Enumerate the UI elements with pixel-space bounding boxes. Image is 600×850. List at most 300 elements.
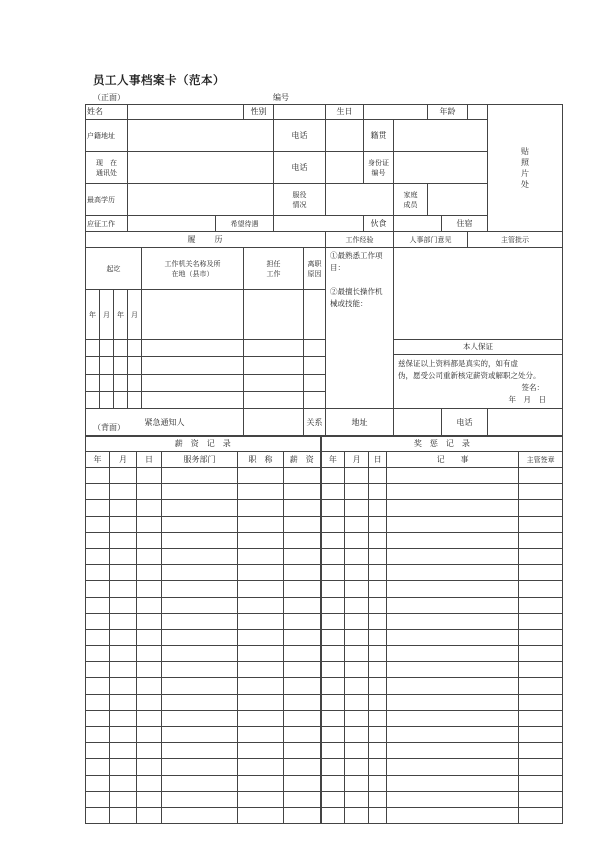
salary-record-cell[interactable] xyxy=(110,743,137,759)
salary-record-cell[interactable] xyxy=(137,807,162,823)
history-cell[interactable] xyxy=(304,391,326,408)
salary-record-cell[interactable] xyxy=(238,646,284,662)
front-side-label: （正面） xyxy=(93,93,125,102)
history-cell[interactable] xyxy=(86,374,100,391)
salary-record-cell[interactable] xyxy=(137,516,162,532)
salary-record-cell[interactable] xyxy=(137,727,162,743)
salary-record-cell[interactable] xyxy=(110,613,137,629)
reward-record-cell[interactable] xyxy=(519,516,563,532)
reward-record-cell[interactable] xyxy=(369,743,387,759)
reward-record-cell[interactable] xyxy=(345,548,369,564)
hukou-address-field[interactable] xyxy=(128,120,274,152)
salary-record-cell[interactable] xyxy=(284,597,321,613)
family-field[interactable] xyxy=(428,184,488,216)
phone-label-1: 电话 xyxy=(274,120,326,152)
salary-record-cell[interactable] xyxy=(137,484,162,500)
salary-record-cell[interactable] xyxy=(162,629,238,645)
reward-record-cell[interactable] xyxy=(345,807,369,823)
reward-record-cell[interactable] xyxy=(345,710,369,726)
reward-record-cell[interactable] xyxy=(387,629,519,645)
salary-record-cell[interactable] xyxy=(86,662,110,678)
history-cell[interactable] xyxy=(142,357,244,374)
salary-record-cell[interactable] xyxy=(238,694,284,710)
reward-record-cell[interactable] xyxy=(369,775,387,791)
salary-record-cell[interactable] xyxy=(162,678,238,694)
reward-record-cell[interactable] xyxy=(519,468,563,484)
record-row xyxy=(86,565,563,581)
phone-field-1[interactable] xyxy=(326,120,364,152)
reward-record-cell[interactable] xyxy=(345,532,369,548)
salary-record-cell[interactable] xyxy=(137,581,162,597)
reward-record-cell[interactable] xyxy=(345,791,369,807)
meals-field[interactable] xyxy=(394,216,442,232)
salary-record-cell[interactable] xyxy=(137,710,162,726)
reward-record-cell[interactable] xyxy=(321,646,345,662)
reward-record-cell[interactable] xyxy=(369,646,387,662)
salary-record-cell[interactable] xyxy=(86,775,110,791)
salary-record-cell[interactable] xyxy=(284,791,321,807)
salary-record-cell[interactable] xyxy=(284,548,321,564)
reward-record-cell[interactable] xyxy=(387,613,519,629)
reward-record-cell[interactable] xyxy=(387,581,519,597)
reward-record-cell[interactable] xyxy=(387,532,519,548)
salary-record-cell[interactable] xyxy=(238,548,284,564)
salary-record-cell[interactable] xyxy=(238,791,284,807)
salary-record-cell[interactable] xyxy=(110,727,137,743)
reward-record-cell[interactable] xyxy=(519,743,563,759)
salary-record-cell[interactable] xyxy=(162,500,238,516)
salary-record-cell[interactable] xyxy=(162,484,238,500)
salary-record-cell[interactable] xyxy=(110,678,137,694)
salary-record-cell[interactable] xyxy=(137,662,162,678)
reward-record-cell[interactable] xyxy=(519,500,563,516)
leave-cell[interactable] xyxy=(304,290,326,340)
salary-record-cell[interactable] xyxy=(238,727,284,743)
reward-record-cell[interactable] xyxy=(387,565,519,581)
salary-record-cell[interactable] xyxy=(110,548,137,564)
salary-record-cell[interactable] xyxy=(110,484,137,500)
reward-record-cell[interactable] xyxy=(321,548,345,564)
reward-record-cell[interactable] xyxy=(321,743,345,759)
reward-record-cell[interactable] xyxy=(345,662,369,678)
salary-record-cell[interactable] xyxy=(284,710,321,726)
salary-record-cell[interactable] xyxy=(86,743,110,759)
salary-record-cell[interactable] xyxy=(284,516,321,532)
salary-record-cell[interactable] xyxy=(110,662,137,678)
address-field[interactable] xyxy=(394,409,442,437)
reward-record-cell[interactable] xyxy=(345,613,369,629)
reward-record-cell[interactable] xyxy=(387,500,519,516)
salary-record-cell[interactable] xyxy=(86,532,110,548)
salary-record-cell[interactable] xyxy=(86,516,110,532)
hr-supervisor-area[interactable] xyxy=(394,248,563,340)
age-field[interactable] xyxy=(468,105,488,120)
salary-record-cell[interactable] xyxy=(137,613,162,629)
salary-record-cell[interactable] xyxy=(238,775,284,791)
salary-record-cell[interactable] xyxy=(162,468,238,484)
salary-record-cell[interactable] xyxy=(284,532,321,548)
history-cell[interactable] xyxy=(114,340,128,357)
salary-record-cell[interactable] xyxy=(238,759,284,775)
reward-record-cell[interactable] xyxy=(387,791,519,807)
leave-reason-header: 离职原因 xyxy=(304,248,326,290)
salary-record-cell[interactable] xyxy=(86,678,110,694)
reward-record-cell[interactable] xyxy=(321,807,345,823)
reward-record-cell[interactable] xyxy=(519,678,563,694)
reward-record-cell[interactable] xyxy=(321,500,345,516)
salary-record-cell[interactable] xyxy=(86,807,110,823)
reward-record-cell[interactable] xyxy=(345,743,369,759)
history-cell[interactable] xyxy=(142,374,244,391)
reward-record-cell[interactable] xyxy=(345,484,369,500)
salary-record-cell[interactable] xyxy=(110,532,137,548)
history-cell[interactable] xyxy=(100,391,114,408)
reward-record-cell[interactable] xyxy=(345,775,369,791)
salary-record-cell[interactable] xyxy=(110,629,137,645)
salary-record-cell[interactable] xyxy=(162,791,238,807)
reward-record-cell[interactable] xyxy=(345,565,369,581)
history-cell[interactable] xyxy=(142,340,244,357)
reward-record-cell[interactable] xyxy=(345,597,369,613)
salary-record-cell[interactable] xyxy=(284,743,321,759)
reward-record-cell[interactable] xyxy=(321,629,345,645)
reward-record-cell[interactable] xyxy=(321,662,345,678)
reward-record-cell[interactable] xyxy=(519,791,563,807)
reward-record-cell[interactable] xyxy=(369,484,387,500)
reward-record-cell[interactable] xyxy=(387,694,519,710)
history-cell[interactable] xyxy=(244,340,304,357)
salary-record-cell[interactable] xyxy=(137,775,162,791)
salary-record-cell[interactable] xyxy=(284,727,321,743)
salary-record-cell[interactable] xyxy=(137,678,162,694)
reward-record-cell[interactable] xyxy=(321,468,345,484)
reward-record-cell[interactable] xyxy=(519,646,563,662)
current-address-field[interactable] xyxy=(128,152,274,184)
reward-record-cell[interactable] xyxy=(387,743,519,759)
salary-record-cell[interactable] xyxy=(284,775,321,791)
reward-record-cell[interactable] xyxy=(369,694,387,710)
reward-record-cell[interactable] xyxy=(519,484,563,500)
salary-record-cell[interactable] xyxy=(284,694,321,710)
reward-record-cell[interactable] xyxy=(519,694,563,710)
salary-record-cell[interactable] xyxy=(162,775,238,791)
salary-record-cell[interactable] xyxy=(86,710,110,726)
reward-record-cell[interactable] xyxy=(519,629,563,645)
history-cell[interactable] xyxy=(142,391,244,408)
history-cell[interactable] xyxy=(100,357,114,374)
salary-record-cell[interactable] xyxy=(162,613,238,629)
salary-record-cell[interactable] xyxy=(284,629,321,645)
reward-record-cell[interactable] xyxy=(321,694,345,710)
reward-record-cell[interactable] xyxy=(519,581,563,597)
salary-record-cell[interactable] xyxy=(284,468,321,484)
salary-record-cell[interactable] xyxy=(137,548,162,564)
reward-record-cell[interactable] xyxy=(321,775,345,791)
salary-record-cell[interactable] xyxy=(110,694,137,710)
reward-record-cell[interactable] xyxy=(369,791,387,807)
salary-record-cell[interactable] xyxy=(86,597,110,613)
salary-record-cell[interactable] xyxy=(137,565,162,581)
reward-record-cell[interactable] xyxy=(321,565,345,581)
reward-record-cell[interactable] xyxy=(369,629,387,645)
salary-record-cell[interactable] xyxy=(162,710,238,726)
salary-record-cell[interactable] xyxy=(284,807,321,823)
salary-record-cell[interactable] xyxy=(238,613,284,629)
salary-record-cell[interactable] xyxy=(162,743,238,759)
reward-record-cell[interactable] xyxy=(387,468,519,484)
reward-record-cell[interactable] xyxy=(345,581,369,597)
reward-record-cell[interactable] xyxy=(387,710,519,726)
salary-record-cell[interactable] xyxy=(162,662,238,678)
salary-record-cell[interactable] xyxy=(110,468,137,484)
reward-record-cell[interactable] xyxy=(369,532,387,548)
reward-record-cell[interactable] xyxy=(387,516,519,532)
reward-record-cell[interactable] xyxy=(387,646,519,662)
salary-record-cell[interactable] xyxy=(284,581,321,597)
salary-record-cell[interactable] xyxy=(238,678,284,694)
salary-record-cell[interactable] xyxy=(110,775,137,791)
salary-record-cell[interactable] xyxy=(238,532,284,548)
salary-record-cell[interactable] xyxy=(284,484,321,500)
salary-record-cell[interactable] xyxy=(86,646,110,662)
job-cell[interactable] xyxy=(244,290,304,340)
history-cell[interactable] xyxy=(100,374,114,391)
salary-record-cell[interactable] xyxy=(284,662,321,678)
record-row xyxy=(86,662,563,678)
reward-record-cell[interactable] xyxy=(519,532,563,548)
reward-record-cell[interactable] xyxy=(369,500,387,516)
salary-record-cell[interactable] xyxy=(110,597,137,613)
reward-record-cell[interactable] xyxy=(519,662,563,678)
reward-record-cell[interactable] xyxy=(345,468,369,484)
reward-record-cell[interactable] xyxy=(387,727,519,743)
salary-record-cell[interactable] xyxy=(137,743,162,759)
reward-record-cell[interactable] xyxy=(369,581,387,597)
salary-record-cell[interactable] xyxy=(162,565,238,581)
salary-record-cell[interactable] xyxy=(162,516,238,532)
reward-record-cell[interactable] xyxy=(387,759,519,775)
reward-record-cell[interactable] xyxy=(369,662,387,678)
salary-record-cell[interactable] xyxy=(284,565,321,581)
reward-record-cell[interactable] xyxy=(369,468,387,484)
reward-record-cell[interactable] xyxy=(369,727,387,743)
month-col-1: 月 xyxy=(100,290,114,340)
history-cell[interactable] xyxy=(128,391,142,408)
reward-record-cell[interactable] xyxy=(387,662,519,678)
reward-record-cell[interactable] xyxy=(321,759,345,775)
salary-record-cell[interactable] xyxy=(238,743,284,759)
reward-record-cell[interactable] xyxy=(387,678,519,694)
history-cell[interactable] xyxy=(114,391,128,408)
salary-record-cell[interactable] xyxy=(110,791,137,807)
name-field[interactable] xyxy=(128,105,244,120)
reward-record-cell[interactable] xyxy=(387,807,519,823)
reward-record-cell[interactable] xyxy=(369,516,387,532)
salary-record-cell[interactable] xyxy=(238,597,284,613)
salary-record-cell[interactable] xyxy=(110,500,137,516)
salary-record-cell[interactable] xyxy=(86,791,110,807)
reward-record-cell[interactable] xyxy=(321,484,345,500)
reward-record-cell[interactable] xyxy=(321,613,345,629)
reward-record-cell[interactable] xyxy=(519,727,563,743)
salary-record-cell[interactable] xyxy=(86,468,110,484)
reward-record-cell[interactable] xyxy=(519,565,563,581)
reward-record-cell[interactable] xyxy=(387,484,519,500)
reward-record-cell[interactable] xyxy=(387,775,519,791)
salary-record-cell[interactable] xyxy=(238,807,284,823)
salary-record-cell[interactable] xyxy=(137,646,162,662)
salary-record-cell[interactable] xyxy=(110,710,137,726)
salary-record-cell[interactable] xyxy=(137,500,162,516)
salary-record-cell[interactable] xyxy=(137,532,162,548)
reward-record-cell[interactable] xyxy=(345,727,369,743)
salary-record-cell[interactable] xyxy=(86,565,110,581)
history-cell[interactable] xyxy=(244,357,304,374)
id-number-field[interactable] xyxy=(394,152,488,184)
reward-record-cell[interactable] xyxy=(369,759,387,775)
reward-record-cell[interactable] xyxy=(321,581,345,597)
history-cell[interactable] xyxy=(114,374,128,391)
reward-record-cell[interactable] xyxy=(519,775,563,791)
history-cell[interactable] xyxy=(128,357,142,374)
birthday-field[interactable] xyxy=(364,105,428,120)
hr-opinion-header: 人事部门意见 xyxy=(394,232,468,248)
salary-record-cell[interactable] xyxy=(238,629,284,645)
salary-record-cell[interactable] xyxy=(238,565,284,581)
salary-record-cell[interactable] xyxy=(162,581,238,597)
applied-job-field[interactable] xyxy=(128,216,216,232)
reward-record-cell[interactable] xyxy=(519,759,563,775)
salary-record-cell[interactable] xyxy=(86,500,110,516)
salary-record-cell[interactable] xyxy=(110,759,137,775)
history-cell[interactable] xyxy=(86,391,100,408)
reward-record-cell[interactable] xyxy=(519,548,563,564)
salary-record-cell[interactable] xyxy=(86,581,110,597)
reward-record-cell[interactable] xyxy=(387,597,519,613)
salary-record-cell[interactable] xyxy=(238,710,284,726)
salary-record-cell[interactable] xyxy=(162,532,238,548)
salary-record-cell[interactable] xyxy=(238,468,284,484)
salary-record-cell[interactable] xyxy=(110,807,137,823)
reward-record-cell[interactable] xyxy=(321,532,345,548)
salary-record-cell[interactable] xyxy=(137,629,162,645)
salary-record-cell[interactable] xyxy=(284,500,321,516)
history-cell[interactable] xyxy=(244,391,304,408)
history-cell[interactable] xyxy=(304,340,326,357)
reward-record-cell[interactable] xyxy=(321,791,345,807)
salary-record-cell[interactable] xyxy=(162,759,238,775)
gender-field[interactable] xyxy=(274,105,326,120)
reward-record-cell[interactable] xyxy=(345,629,369,645)
salary-record-cell[interactable] xyxy=(284,613,321,629)
salary-record-cell[interactable] xyxy=(86,727,110,743)
reward-record-cell[interactable] xyxy=(321,727,345,743)
salary-record-cell[interactable] xyxy=(284,759,321,775)
salary-record-cell[interactable] xyxy=(137,694,162,710)
salary-record-cell[interactable] xyxy=(238,484,284,500)
history-cell[interactable] xyxy=(86,340,100,357)
reward-record-cell[interactable] xyxy=(369,613,387,629)
history-cell[interactable] xyxy=(128,340,142,357)
salary-record-cell[interactable] xyxy=(238,516,284,532)
reward-record-cell[interactable] xyxy=(369,565,387,581)
reward-record-cell[interactable] xyxy=(321,710,345,726)
education-field[interactable] xyxy=(128,184,274,216)
history-cell[interactable] xyxy=(86,357,100,374)
reward-record-cell[interactable] xyxy=(387,548,519,564)
salary-record-cell[interactable] xyxy=(238,500,284,516)
reward-record-cell[interactable] xyxy=(519,710,563,726)
reward-record-cell[interactable] xyxy=(519,613,563,629)
emergency-phone-field[interactable] xyxy=(488,409,563,437)
org-cell[interactable] xyxy=(142,290,244,340)
salary-record-cell[interactable] xyxy=(162,807,238,823)
salary-record-cell[interactable] xyxy=(162,548,238,564)
salary-record-cell[interactable] xyxy=(86,759,110,775)
salary-record-cell[interactable] xyxy=(110,565,137,581)
salary-record-cell[interactable] xyxy=(238,581,284,597)
reward-record-cell[interactable] xyxy=(519,597,563,613)
reward-record-cell[interactable] xyxy=(345,694,369,710)
salary-record-cell[interactable] xyxy=(284,646,321,662)
salary-record-cell[interactable] xyxy=(162,727,238,743)
salary-record-cell[interactable] xyxy=(86,613,110,629)
reward-record-cell[interactable] xyxy=(321,678,345,694)
native-field[interactable] xyxy=(394,120,488,152)
salary-record-cell[interactable] xyxy=(110,581,137,597)
reward-record-cell[interactable] xyxy=(321,597,345,613)
phone-field-2[interactable] xyxy=(326,152,364,184)
salary-record-cell[interactable] xyxy=(284,678,321,694)
reward-record-cell[interactable] xyxy=(345,759,369,775)
salary-record-cell[interactable] xyxy=(162,694,238,710)
reward-record-cell[interactable] xyxy=(369,597,387,613)
reward-record-cell[interactable] xyxy=(519,807,563,823)
salary-record-cell[interactable] xyxy=(86,548,110,564)
salary-record-cell[interactable] xyxy=(162,646,238,662)
salary-record-cell[interactable] xyxy=(137,791,162,807)
service-field[interactable] xyxy=(326,184,394,216)
salary-record-cell[interactable] xyxy=(110,646,137,662)
reward-record-cell[interactable] xyxy=(345,678,369,694)
history-cell[interactable] xyxy=(304,374,326,391)
reward-record-cell[interactable] xyxy=(369,678,387,694)
reward-record-cell[interactable] xyxy=(321,516,345,532)
history-cell[interactable] xyxy=(244,374,304,391)
salary-record-cell[interactable] xyxy=(137,468,162,484)
history-cell[interactable] xyxy=(128,374,142,391)
history-cell[interactable] xyxy=(114,357,128,374)
reward-record-cell[interactable] xyxy=(345,500,369,516)
salary-record-cell[interactable] xyxy=(86,694,110,710)
reward-record-cell[interactable] xyxy=(345,516,369,532)
reward-record-cell[interactable] xyxy=(369,807,387,823)
history-cell[interactable] xyxy=(304,357,326,374)
salary-record-cell[interactable] xyxy=(238,662,284,678)
salary-record-cell[interactable] xyxy=(86,484,110,500)
salary-record-cell[interactable] xyxy=(86,629,110,645)
reward-record-cell[interactable] xyxy=(345,646,369,662)
salary-record-cell[interactable] xyxy=(162,597,238,613)
reward-record-cell[interactable] xyxy=(369,548,387,564)
history-cell[interactable] xyxy=(100,340,114,357)
emergency-contact-field[interactable] xyxy=(244,409,304,437)
salary-record-cell[interactable] xyxy=(137,597,162,613)
salary-record-cell[interactable] xyxy=(110,516,137,532)
reward-record-cell[interactable] xyxy=(369,710,387,726)
expected-pay-field[interactable] xyxy=(274,216,364,232)
salary-record-cell[interactable] xyxy=(137,759,162,775)
